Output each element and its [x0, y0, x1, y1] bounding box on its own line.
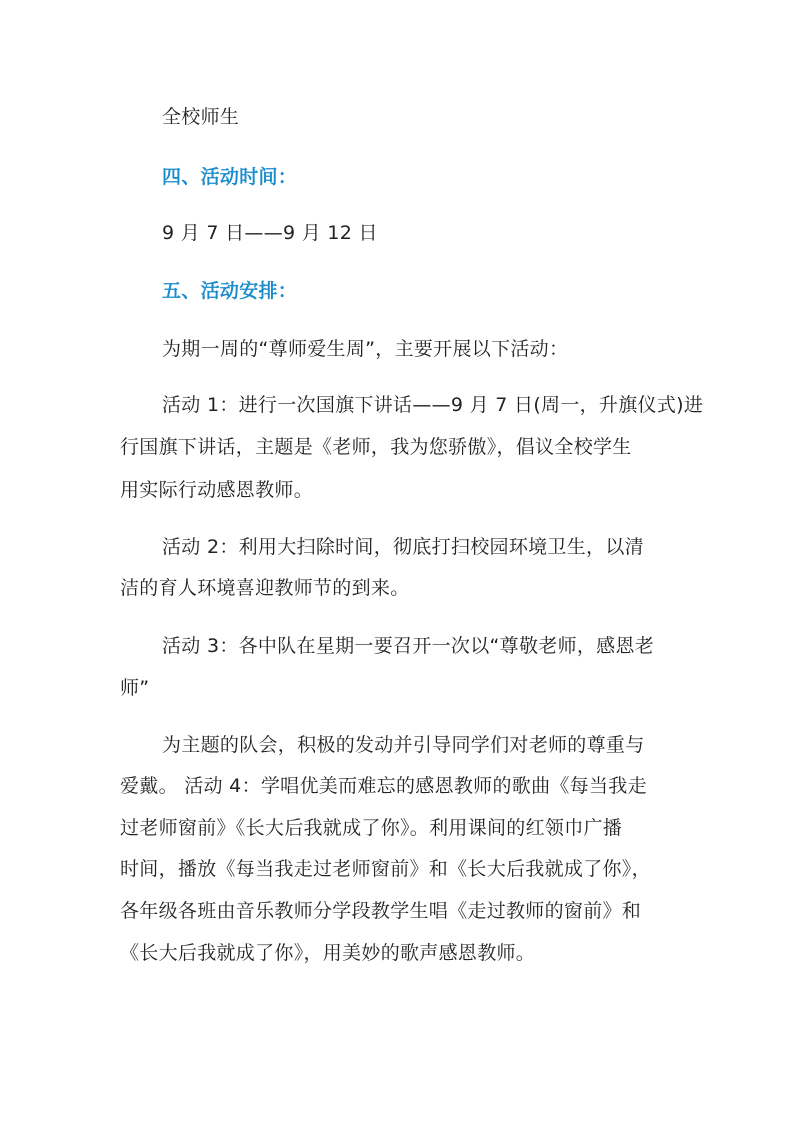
activity4-line: 过老师窗前》《长大后我就成了你》。利用课间的红领巾广播: [120, 817, 623, 839]
activity4-line: 《长大后我就成了你》，用美妙的歌声感恩教师。: [120, 942, 536, 964]
activity4-line: 各年级各班由音乐教师分学段教学生唱《走过教师的窗前》和: [120, 900, 642, 922]
activity4-line: 为主题的队会，积极的发动并引导同学们对老师的尊重与: [162, 734, 645, 756]
participants-text: 全校师生: [162, 106, 240, 128]
activity4-line: 爱戴。 活动 4：学唱优美而难忘的感恩教师的歌曲《每当我走: [120, 775, 647, 797]
section-heading-arrangement: 五、活动安排：: [162, 280, 298, 302]
activity1-line: 活动 1：进行一次国旗下讲话——9 月 7 日(周一，升旗仪式)进: [162, 394, 704, 416]
activity3-line: 师”: [120, 677, 150, 699]
activity2-line: 洁的育人环境喜迎教师节的到来。: [120, 577, 410, 599]
activity1-line: 用实际行动感恩教师。: [120, 479, 314, 501]
activity4-line: 时间，播放《每当我走过老师窗前》和《长大后我就成了你》，: [120, 858, 651, 880]
intro-text: 为期一周的“尊师爱生周”，主要开展以下活动：: [162, 338, 569, 360]
activity2-line: 活动 2：利用大扫除时间，彻底打扫校园环境卫生，以清: [162, 536, 644, 558]
section-heading-time: 四、活动时间：: [162, 166, 298, 188]
activity3-line: 活动 3：各中队在星期一要召开一次以“尊敬老师，感恩老: [162, 635, 655, 657]
time-range-text: 9 月 7 日——9 月 12 日: [162, 222, 378, 244]
activity1-line: 行国旗下讲话，主题是《老师，我为您骄傲》，倡议全校学生: [120, 436, 632, 458]
